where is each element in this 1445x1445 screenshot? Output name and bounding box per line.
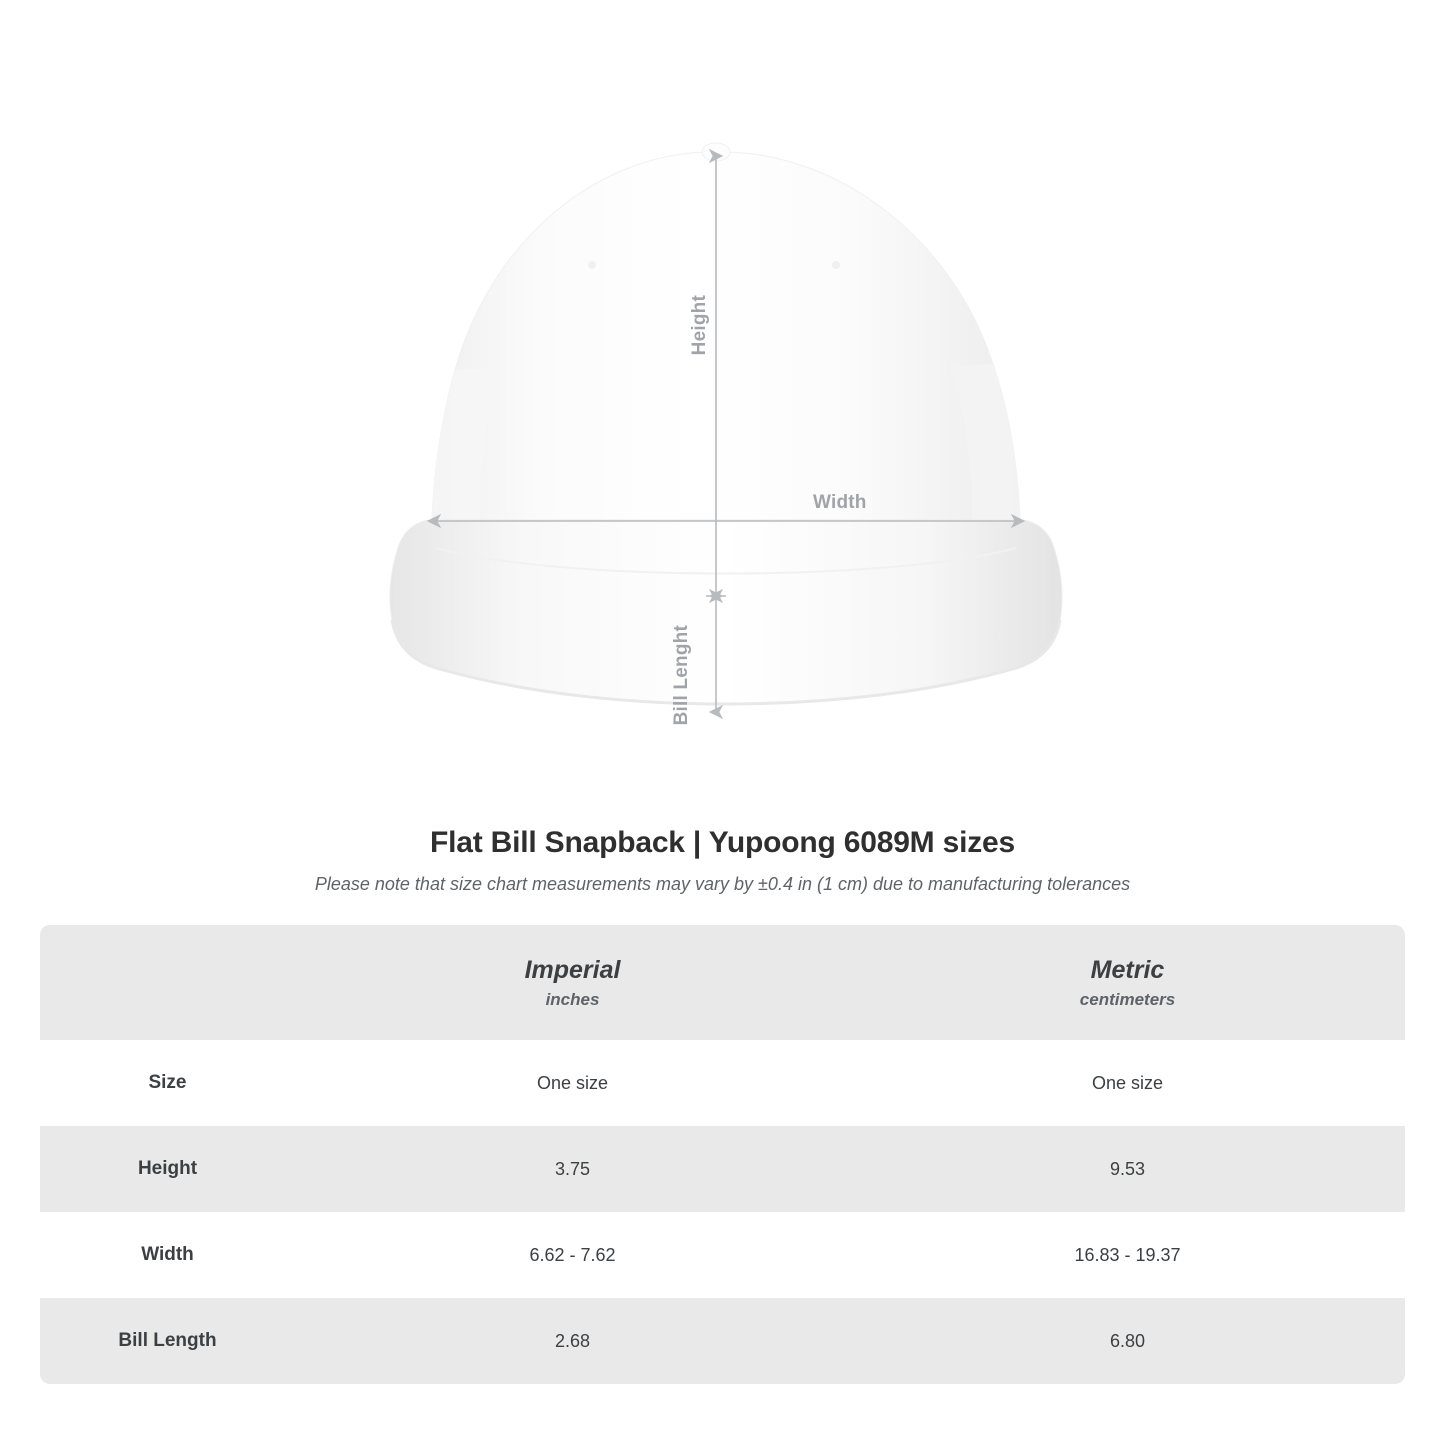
title-block: [0, 826, 1445, 895]
table-row: [40, 1040, 1405, 1126]
row-label-width: Width: [40, 1212, 295, 1298]
header-metric-sub: centimeters: [1079, 989, 1176, 1009]
size-chart-table: [40, 925, 1405, 1384]
cell-bill-length-metric: 6.80: [850, 1298, 1405, 1384]
page-title: Flat Bill Snapback | Yupoong 6089M sizes: [429, 826, 1015, 859]
dimension-label-height: Height: [689, 295, 710, 356]
dimension-label-width: Width: [813, 492, 867, 513]
size-chart-table-wrapper: [40, 925, 1405, 1384]
cell-size-metric: One size: [850, 1040, 1405, 1126]
row-label-bill-length: Bill Length: [40, 1298, 295, 1384]
cell-height-imperial: 3.75: [295, 1126, 850, 1212]
table-body: [40, 1040, 1405, 1384]
row-label-height: Height: [40, 1126, 295, 1212]
table-row: [40, 1126, 1405, 1212]
header-metric: [850, 925, 1405, 1040]
tolerance-note: Please note that size chart measurements may vary by ±0.4 in (1 cm) due to manufacturing tolerances: [314, 874, 1131, 894]
cell-size-imperial: One size: [295, 1040, 850, 1126]
header-empty-cell: [40, 925, 295, 1040]
cell-height-metric: 9.53: [850, 1126, 1405, 1212]
table-row: [40, 1298, 1405, 1384]
row-label-size: Size: [40, 1040, 295, 1126]
header-imperial-name: Imperial: [524, 955, 621, 984]
cell-width-imperial: 6.62 - 7.62: [295, 1212, 850, 1298]
table-row: [40, 1212, 1405, 1298]
cell-bill-length-imperial: 2.68: [295, 1298, 850, 1384]
dimension-label-bill-length: Bill Lenght: [671, 625, 692, 726]
header-metric-name: Metric: [1090, 955, 1165, 984]
header-imperial: [295, 925, 850, 1040]
table-header: [40, 925, 1405, 1040]
cell-width-metric: 16.83 - 19.37: [850, 1212, 1405, 1298]
header-imperial-sub: inches: [545, 989, 600, 1009]
